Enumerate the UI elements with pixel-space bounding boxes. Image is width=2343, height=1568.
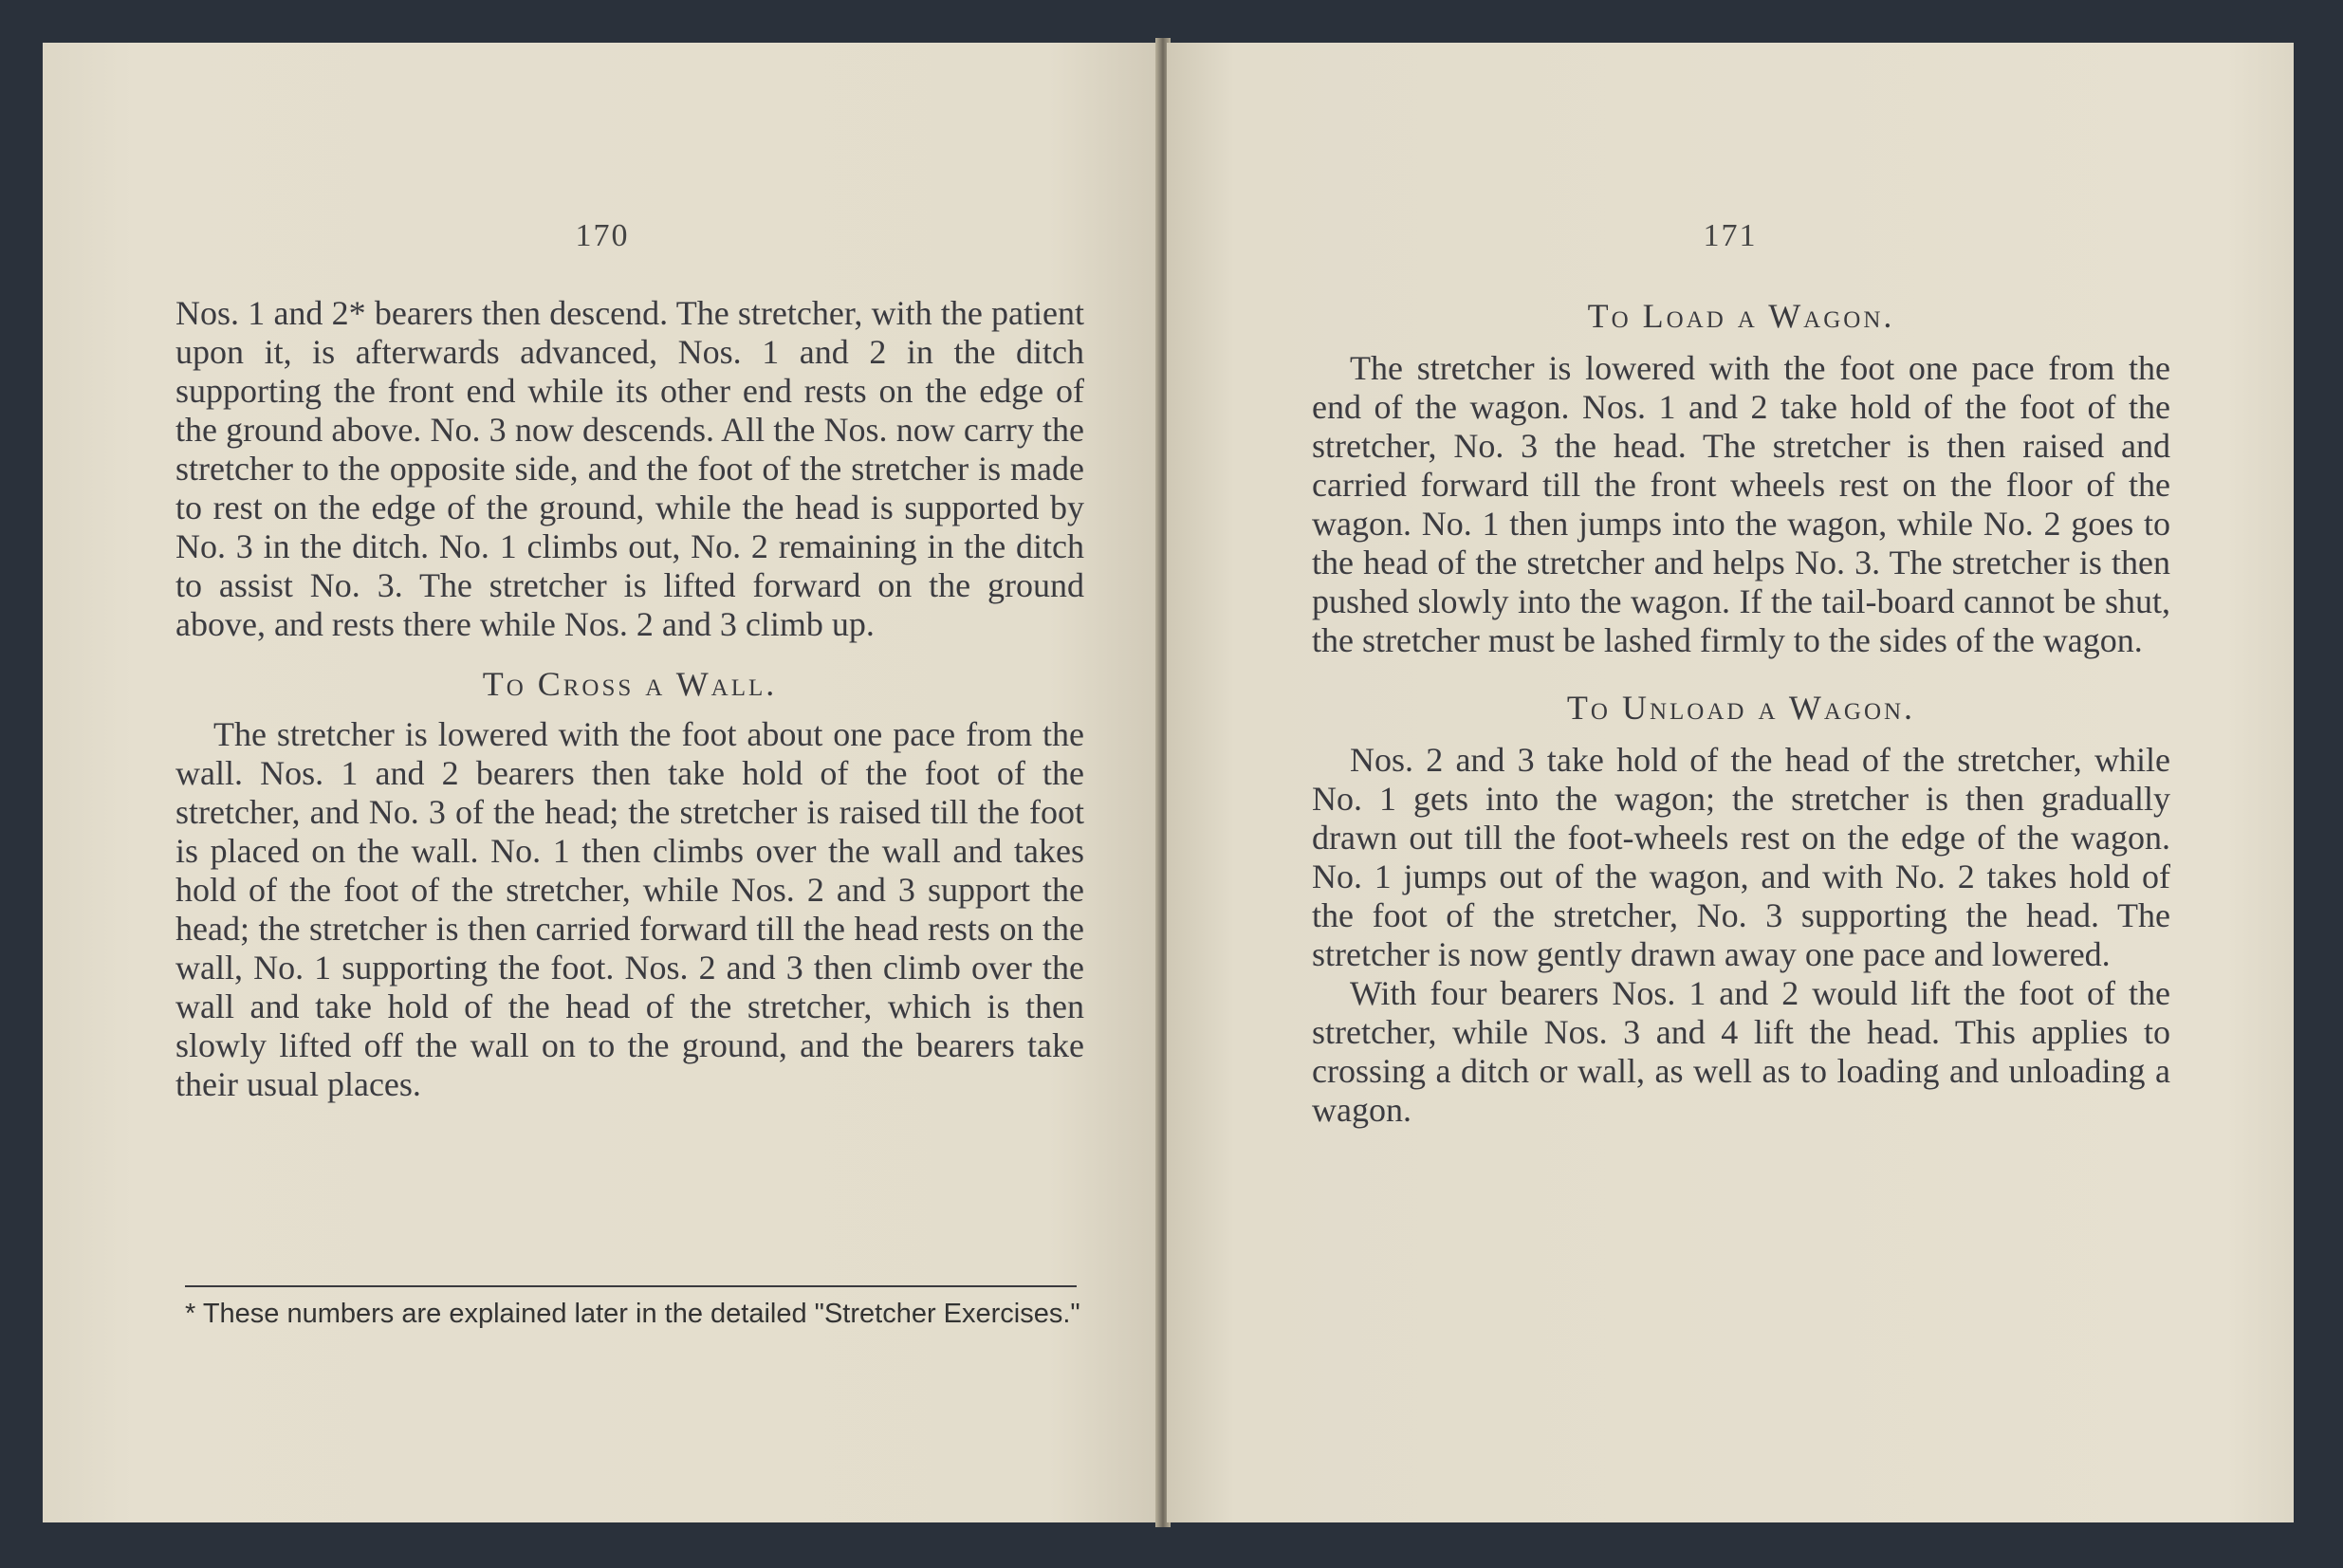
heading-unload-a-wagon: To Unload a Wagon.	[1566, 689, 1916, 727]
paragraph-unload-a-wagon: Nos. 2 and 3 take hold of the head of the stretcher, while No. 1 gets into the wagon; the stretcher is then gradually drawn out till the foot-wheels rest on the edge of the wagon. No. 1 jumps out of the wagon, and with No. 2 takes hold of the foot of the stretcher, No. 3 supporting the head. The stretcher is now gently drawn away one pace and lowered.	[1312, 741, 2170, 973]
paragraph-load-a-wagon: The stretcher is lowered with the foot one pace from the end of the wagon. Nos. 1 and 2 take hold of the foot of the stretcher, No. 3 the head. The stretcher is then raised and carried forward till the front wheels rest on the floor of the wagon. No. 1 then jumps into the wagon, while No. 2 goes to the head of the stretcher and helps No. 3. The stretcher is then pushed slowly into the wagon. If the tail-board cannot be shut, the stretcher must be lashed firmly to the sides of the wagon.	[1312, 349, 2170, 659]
left-page-body	[175, 294, 1084, 1104]
footnote: * These numbers are explained later in the detailed "Stretcher Exercises."	[185, 1299, 1080, 1329]
left-page	[43, 43, 1162, 1522]
page-number-left: 170	[575, 218, 630, 253]
paragraph-ditch-continuation: Nos. 1 and 2* bearers then descend. The stretcher, with the patient upon it, is afterwards advanced, Nos. 1 and 2 in the ditch supporting the front end while its other end rests on the edge of the ground above. No. 3 now descends. All the Nos. now carry the stretcher to the opposite side, and the foot of the stretcher is made to rest on the edge of the ground, while the head is supported by No. 3 in the ditch. No. 1 climbs out, No. 2 remaining in the ditch to assist No. 3. The stretcher is lifted forward on the ground above, and rests there while Nos. 2 and 3 climb up.	[175, 294, 1084, 643]
right-page	[1167, 43, 2294, 1522]
heading-load-a-wagon: To Load a Wagon.	[1587, 297, 1895, 335]
footnote-rule	[185, 1285, 1077, 1287]
right-page-body	[1312, 297, 2170, 1130]
paragraph-four-bearers: With four bearers Nos. 1 and 2 would lift the foot of the stretcher, while Nos. 3 and 4 lift the head. This applies to crossing a ditch or wall, as well as to loading and unloading a wagon.	[1312, 974, 2170, 1129]
page-number-right: 171	[1703, 218, 1758, 253]
paragraph-cross-a-wall: The stretcher is lowered with the foot about one pace from the wall. Nos. 1 and 2 bearers then take hold of the foot of the stretcher, and No. 3 of the head; the stretcher is raised till the foot is placed on the wall. No. 1 then climbs over the wall and takes hold of the foot of the stretcher, while Nos. 2 and 3 support the head; the stretcher is then carried forward till the head rests on the wall, No. 1 supporting the foot. Nos. 2 and 3 then climb over the wall and take hold of the head of the stretcher, which is then slowly lifted off the wall on to the ground, and the bearers take their usual places.	[175, 715, 1084, 1103]
heading-cross-a-wall: To Cross a Wall.	[482, 665, 778, 703]
